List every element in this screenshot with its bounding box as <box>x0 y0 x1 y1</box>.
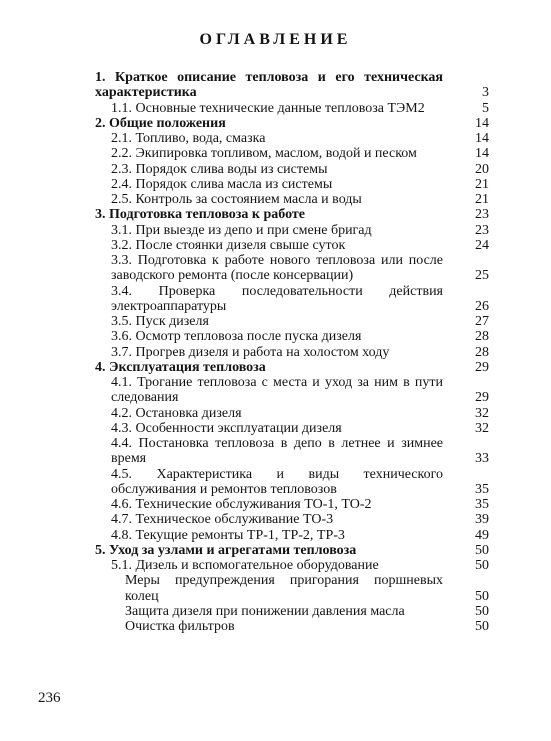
toc-entry <box>95 345 489 360</box>
toc-entry-page: 50 <box>475 588 489 604</box>
toc-entry <box>95 116 489 131</box>
toc-entry <box>95 314 489 329</box>
table-of-contents <box>95 70 489 634</box>
toc-entry-page: 29 <box>475 359 489 375</box>
toc-entry <box>95 70 489 101</box>
toc-entry-title: 3.4. Проверка последовательности действия электроаппаратуры <box>111 283 443 314</box>
toc-entry <box>95 512 489 527</box>
toc-entry-page: 50 <box>475 558 489 573</box>
toc-entry <box>95 162 489 177</box>
toc-entry-page: 33 <box>475 451 489 467</box>
toc-entry <box>95 436 489 467</box>
toc-entry-page: 14 <box>475 146 489 162</box>
toc-entry-title: 3.7. Прогрев дизеля и работа на холостом ходу <box>111 344 390 360</box>
toc-entry-page: 39 <box>475 512 489 528</box>
toc-entry <box>95 284 489 315</box>
toc-entry-title: 4.5. Характеристика и виды технического обслуживания и ремонтов тепловозов <box>111 466 443 497</box>
toc-entry-title: 4.7. Техническое обслуживание ТО-3 <box>111 512 334 528</box>
toc-entry-title: 4. Эксплуатация тепловоза <box>95 359 266 375</box>
toc-entry-page: 50 <box>475 542 489 558</box>
toc-entry <box>95 604 489 619</box>
toc-entry <box>95 177 489 192</box>
toc-entry-page: 49 <box>475 527 489 543</box>
toc-entry <box>95 528 489 543</box>
toc-entry-title: Меры предупреждения пригорания поршневых колец <box>125 573 443 604</box>
toc-entry-title: 2.4. Порядок слива масла из системы <box>111 176 333 192</box>
toc-entry-title: 1. Краткое описание тепловоза и его техническая характеристика <box>95 70 443 101</box>
toc-entry-title: 2.2. Экипировка топливом, маслом, водой и песком <box>111 146 417 162</box>
toc-entry-title: 4.3. Особенности эксплуатации дизеля <box>111 420 342 436</box>
toc-entry-page: 26 <box>475 298 489 314</box>
toc-entry-page: 3 <box>482 85 489 101</box>
toc-entry-page: 35 <box>475 497 489 512</box>
toc-entry <box>95 223 489 238</box>
toc-entry <box>95 192 489 207</box>
toc-entry-page: 35 <box>475 481 489 497</box>
toc-entry-title: 2.3. Порядок слива воды из системы <box>111 161 328 177</box>
toc-entry-page: 28 <box>475 344 489 360</box>
toc-entry-title: 2. Общие положения <box>95 115 226 131</box>
toc-entry-page: 5 <box>482 100 489 116</box>
toc-entry-page: 20 <box>475 161 489 177</box>
toc-entry <box>95 238 489 253</box>
toc-entry-page: 32 <box>475 405 489 421</box>
toc-entry-title: 3.6. Осмотр тепловоза после пуска дизеля <box>111 329 362 345</box>
toc-entry <box>95 543 489 558</box>
toc-entry-page: 28 <box>475 329 489 345</box>
toc-entry-title: 2.5. Контроль за состоянием масла и воды <box>111 192 362 207</box>
toc-entry <box>95 146 489 161</box>
toc-entry <box>95 421 489 436</box>
toc-entry <box>95 558 489 573</box>
toc-entry-page: 50 <box>475 619 489 634</box>
toc-entry-page: 23 <box>475 207 489 223</box>
toc-entry-page: 24 <box>475 237 489 253</box>
toc-entry <box>95 131 489 146</box>
toc-entry-title: 4.2. Остановка дизеля <box>111 405 242 421</box>
toc-entry-title: 4.8. Текущие ремонты ТР-1, ТР-2, ТР-3 <box>111 527 345 543</box>
toc-entry <box>95 467 489 498</box>
toc-entry-title: 3. Подготовка тепловоза к работе <box>95 207 305 223</box>
toc-entry-title: 4.6. Технические обслуживания ТО-1, ТО-2 <box>111 497 372 512</box>
toc-entry-title: 1.1. Основные технические данные тепловоза ТЭМ2 <box>111 100 425 116</box>
toc-entry-title: 3.1. При выезде из депо и при смене бригад <box>111 222 372 238</box>
toc-entry-title: Защита дизеля при понижении давления масла <box>125 603 405 619</box>
toc-entry-page: 21 <box>475 176 489 192</box>
toc-entry <box>95 497 489 512</box>
toc-entry-title: 5.1. Дизель и вспомогательное оборудование <box>111 558 379 573</box>
toc-entry-page: 32 <box>475 420 489 436</box>
toc-entry-title: 2.1. Топливо, вода, смазка <box>111 131 266 146</box>
page-number: 236 <box>38 690 61 706</box>
toc-entry-page: 21 <box>475 192 489 207</box>
toc-entry-page: 29 <box>475 390 489 406</box>
toc-entry-page: 14 <box>475 131 489 146</box>
toc-entry <box>95 207 489 222</box>
toc-entry <box>95 253 489 284</box>
toc-entry-title: 3.3. Подготовка к работе нового тепловоза или после заводского ремонта (после консервации) <box>111 253 443 284</box>
toc-entry-title: 5. Уход за узлами и агрегатами тепловоза <box>95 542 357 558</box>
toc-entry <box>95 619 489 634</box>
toc-entry <box>95 101 489 116</box>
toc-entry <box>95 329 489 344</box>
toc-entry-page: 50 <box>475 603 489 619</box>
toc-entry-title: 3.2. После стоянки дизеля свыше суток <box>111 237 346 253</box>
toc-entry <box>95 406 489 421</box>
toc-entry-title: Очистка фильтров <box>125 619 235 634</box>
toc-entry-page: 25 <box>475 268 489 284</box>
toc-entry-title: 3.5. Пуск дизеля <box>111 314 209 329</box>
toc-entry <box>95 375 489 406</box>
toc-entry-page: 14 <box>475 115 489 131</box>
toc-entry <box>95 360 489 375</box>
toc-entry-page: 27 <box>475 314 489 329</box>
page-title: ОГЛАВЛЕНИЕ <box>199 31 352 48</box>
toc-entry-page: 23 <box>475 222 489 238</box>
toc-entry-title: 4.4. Постановка тепловоза в депо в летнее и зимнее время <box>111 436 443 467</box>
toc-entry-title: 4.1. Трогание тепловоза с места и уход за ним в пути следования <box>111 375 443 406</box>
toc-entry <box>95 573 489 604</box>
